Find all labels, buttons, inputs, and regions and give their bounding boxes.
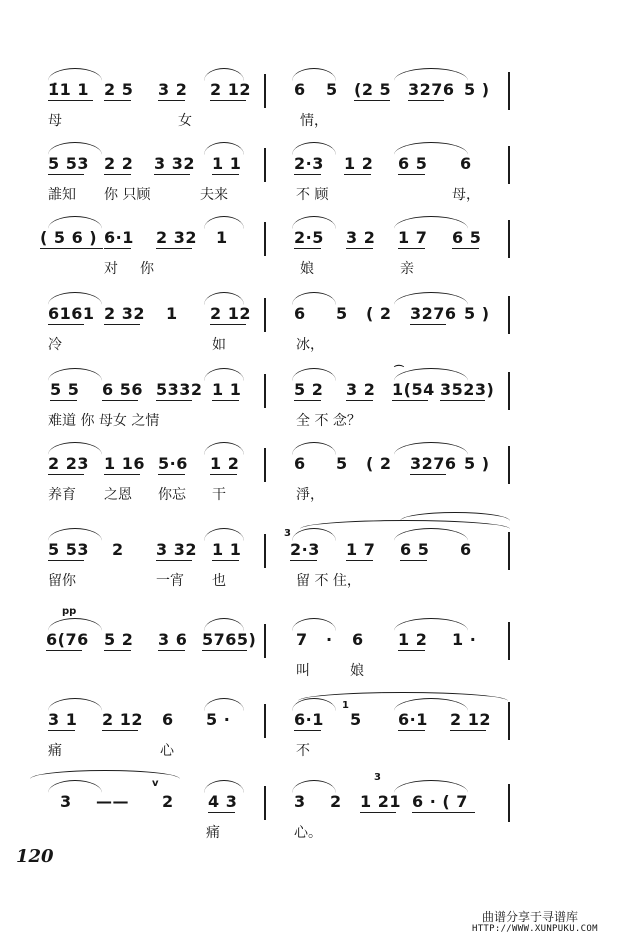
lyric-text: 如 bbox=[212, 337, 226, 353]
notation-mark: v bbox=[152, 778, 159, 789]
note-group: 5 ) bbox=[464, 80, 490, 99]
beam-line bbox=[210, 324, 246, 325]
watermark-title[interactable]: 曲谱分享于寻谱库 bbox=[482, 910, 579, 924]
beam-line bbox=[400, 560, 427, 561]
beam-line bbox=[294, 174, 321, 175]
note-group: 2 5 bbox=[104, 80, 134, 99]
lyric-text: 女 bbox=[178, 113, 192, 129]
lyric-text: 干 bbox=[212, 487, 226, 503]
notation-line bbox=[0, 628, 630, 652]
note-group: ( 5 6 ) bbox=[40, 228, 98, 247]
notation-mark: 1 bbox=[342, 700, 349, 711]
beam-line bbox=[290, 560, 317, 561]
lyric-text: 娘 bbox=[350, 663, 364, 679]
beam-line bbox=[398, 248, 425, 249]
beam-line bbox=[346, 400, 373, 401]
note-group: 3 32 bbox=[156, 540, 197, 559]
note-group: 3 2 bbox=[158, 80, 188, 99]
note-group: 2 bbox=[162, 792, 174, 811]
lyric-text: 心。 bbox=[294, 825, 322, 841]
beam-line bbox=[48, 174, 84, 175]
beam-line bbox=[202, 650, 247, 651]
beam-line bbox=[360, 812, 396, 813]
lyric-text: 情， bbox=[300, 113, 328, 129]
bar-line bbox=[508, 220, 510, 258]
note-group: 5 bbox=[336, 304, 348, 323]
bar-line bbox=[264, 786, 266, 820]
beam-line bbox=[440, 400, 485, 401]
note-group: 6 bbox=[294, 304, 306, 323]
slur-mark bbox=[292, 68, 336, 81]
lyric-text: 娘 bbox=[300, 261, 314, 277]
note-group: 2·3 bbox=[294, 154, 324, 173]
watermark-url[interactable]: HTTP://WWW.XUNPUKU.COM bbox=[472, 924, 598, 934]
lyric-text: 一宵 bbox=[156, 573, 184, 589]
note-group: 2 32 bbox=[156, 228, 197, 247]
note-group: 6·1 bbox=[104, 228, 134, 247]
beam-line bbox=[156, 248, 192, 249]
note-group: 5 ) bbox=[464, 454, 490, 473]
beam-line bbox=[104, 174, 131, 175]
note-group: 5765) bbox=[202, 630, 257, 649]
lyric-text: 冰， bbox=[296, 337, 324, 353]
bar-line bbox=[264, 374, 266, 408]
beam-line bbox=[294, 400, 321, 401]
note-group: 2 12 bbox=[102, 710, 143, 729]
beam-line bbox=[210, 100, 246, 101]
bar-line bbox=[508, 784, 510, 822]
lyric-text: 你忘 bbox=[158, 487, 186, 503]
beam-line bbox=[398, 174, 425, 175]
beam-line bbox=[48, 324, 84, 325]
notation-line bbox=[0, 226, 630, 250]
notation-mark: 3 bbox=[374, 772, 381, 783]
note-group: (2 5 bbox=[354, 80, 392, 99]
note-group: 6 · ( 7 bbox=[412, 792, 468, 811]
note-group: 1 1 bbox=[212, 540, 242, 559]
note-group: 5 bbox=[326, 80, 338, 99]
slur-mark bbox=[292, 618, 336, 631]
lyric-text: 心 bbox=[160, 743, 174, 759]
note-group: 2 12 bbox=[210, 80, 251, 99]
note-group: 1 · bbox=[452, 630, 477, 649]
bar-line bbox=[508, 146, 510, 184]
beam-line bbox=[410, 324, 446, 325]
lyric-text: 留你 bbox=[48, 573, 76, 589]
slur-mark bbox=[394, 68, 468, 81]
note-group: 6·1 bbox=[294, 710, 324, 729]
note-group: 1 16 bbox=[104, 454, 145, 473]
beam-line bbox=[156, 560, 192, 561]
note-group: 7 bbox=[296, 630, 308, 649]
beam-line bbox=[294, 730, 321, 731]
lyric-text: 对 bbox=[104, 261, 118, 277]
note-group: 5 bbox=[350, 710, 362, 729]
note-group: 6 bbox=[460, 540, 472, 559]
lyric-text: 夫来 bbox=[200, 187, 228, 203]
beam-line bbox=[104, 248, 131, 249]
note-group: 3 2 bbox=[346, 228, 376, 247]
beam-line bbox=[398, 730, 425, 731]
note-group: 1 2 bbox=[344, 154, 374, 173]
bar-line bbox=[508, 72, 510, 110]
lyric-text: 亲 bbox=[400, 261, 414, 277]
note-group: 2·3 bbox=[290, 540, 320, 559]
lyric-text: 留 不 住， bbox=[296, 573, 361, 589]
beam-line bbox=[102, 730, 138, 731]
note-group: 3 bbox=[60, 792, 72, 811]
note-group: 6 bbox=[352, 630, 364, 649]
bar-line bbox=[264, 534, 266, 568]
slur-mark bbox=[48, 68, 102, 81]
note-group: 5 2 bbox=[104, 630, 134, 649]
note-group: 5 · bbox=[206, 710, 231, 729]
note-group: 3523) bbox=[440, 380, 495, 399]
note-group: 1 7 bbox=[398, 228, 428, 247]
lyric-text: 不 bbox=[296, 743, 310, 759]
note-group: 2 bbox=[112, 540, 124, 559]
lyric-text: 不 顾 bbox=[296, 187, 329, 203]
notation-line bbox=[0, 302, 630, 326]
note-group: 2 12 bbox=[450, 710, 491, 729]
bar-line bbox=[508, 622, 510, 660]
note-group: 3 bbox=[294, 792, 306, 811]
beam-line bbox=[156, 400, 192, 401]
note-group: 1 2 bbox=[398, 630, 428, 649]
note-group: 6 bbox=[460, 154, 472, 173]
beam-line bbox=[48, 474, 84, 475]
lyric-text: 难道 你 母女 之情 bbox=[48, 413, 160, 429]
lyric-text: 淨， bbox=[296, 487, 324, 503]
note-group: 1 7 bbox=[346, 540, 376, 559]
bar-line bbox=[508, 296, 510, 334]
notation-line bbox=[0, 538, 630, 562]
lyric-text: 养育 bbox=[48, 487, 76, 503]
beam-line bbox=[158, 650, 185, 651]
beam-line bbox=[344, 174, 371, 175]
lyric-text: 你 bbox=[140, 261, 154, 277]
beam-line bbox=[408, 100, 444, 101]
notation-line bbox=[0, 152, 630, 176]
beam-line bbox=[398, 650, 425, 651]
beam-line bbox=[212, 400, 239, 401]
beam-line bbox=[346, 560, 373, 561]
note-group: 5 ) bbox=[464, 304, 490, 323]
bar-line bbox=[264, 448, 266, 482]
bar-line bbox=[264, 222, 266, 256]
note-group: 2 32 bbox=[104, 304, 145, 323]
bar-line bbox=[508, 446, 510, 484]
note-group: ( 2 bbox=[366, 304, 392, 323]
note-group: 5 2 bbox=[294, 380, 324, 399]
notation-line bbox=[0, 708, 630, 732]
note-group: 3276 bbox=[410, 304, 457, 323]
note-group: 5 53 bbox=[48, 154, 89, 173]
note-group: 1 21 bbox=[360, 792, 401, 811]
note-group: 1 1 bbox=[212, 380, 242, 399]
bar-line bbox=[508, 702, 510, 740]
beam-line bbox=[46, 650, 82, 651]
notation-line bbox=[0, 78, 630, 102]
beam-line bbox=[294, 248, 321, 249]
page-number: 120 bbox=[16, 846, 54, 867]
note-group: 6(76 bbox=[46, 630, 89, 649]
note-group: 3 1 bbox=[48, 710, 78, 729]
notation-line bbox=[0, 378, 630, 402]
notation-mark: 3 bbox=[284, 528, 291, 539]
beam-line bbox=[212, 560, 239, 561]
note-group: 5 5 bbox=[50, 380, 80, 399]
beam-line bbox=[452, 248, 479, 249]
note-group: 5 bbox=[336, 454, 348, 473]
slur-mark bbox=[48, 618, 102, 631]
beam-line bbox=[40, 248, 103, 249]
note-group: 6·1 bbox=[398, 710, 428, 729]
lyric-text: 母 bbox=[48, 113, 62, 129]
note-group: ( 2 bbox=[366, 454, 392, 473]
note-group: 3276 bbox=[408, 80, 455, 99]
score-row bbox=[0, 538, 630, 618]
notation-mark: ⌒ bbox=[394, 366, 404, 377]
beam-line bbox=[48, 100, 93, 101]
note-group: 6 bbox=[162, 710, 174, 729]
beam-line bbox=[212, 174, 239, 175]
note-group: 5 53 bbox=[48, 540, 89, 559]
notation-line bbox=[0, 790, 630, 814]
note-group: 6 5 bbox=[400, 540, 430, 559]
beam-line bbox=[50, 400, 77, 401]
note-group: 1 2 bbox=[210, 454, 240, 473]
beam-line bbox=[410, 474, 446, 475]
lyric-text: 之恩 bbox=[104, 487, 132, 503]
slur-mark bbox=[204, 618, 244, 631]
notation-mark: pp bbox=[62, 606, 77, 617]
lyric-text: 也 bbox=[212, 573, 226, 589]
beam-line bbox=[210, 474, 237, 475]
note-group: 4 3 bbox=[208, 792, 238, 811]
note-group: 1 bbox=[216, 228, 228, 247]
note-group: 3276 bbox=[410, 454, 457, 473]
beam-line bbox=[158, 474, 185, 475]
lyric-text: 痛 bbox=[206, 825, 220, 841]
lyric-text: 痛 bbox=[48, 743, 62, 759]
note-group: 2 2 bbox=[104, 154, 134, 173]
beam-line bbox=[354, 100, 390, 101]
beam-line bbox=[48, 730, 75, 731]
note-group: 6 56 bbox=[102, 380, 143, 399]
beam-line bbox=[104, 100, 131, 101]
bar-line bbox=[508, 372, 510, 410]
lyric-text: 叫 bbox=[296, 663, 310, 679]
note-group: 6 bbox=[294, 80, 306, 99]
slur-mark bbox=[394, 618, 468, 631]
note-group: 6 bbox=[294, 454, 306, 473]
note-group: 3 2 bbox=[346, 380, 376, 399]
note-group: 1(54 bbox=[392, 380, 435, 399]
note-group: —— bbox=[96, 792, 129, 811]
note-group: 2·5 bbox=[294, 228, 324, 247]
notation-line bbox=[0, 452, 630, 476]
note-group: 6 5 bbox=[398, 154, 428, 173]
beam-line bbox=[48, 560, 84, 561]
note-group: 3 6 bbox=[158, 630, 188, 649]
beam-line bbox=[392, 400, 428, 401]
lyric-text: 母， bbox=[452, 187, 480, 203]
lyric-text: 冷 bbox=[48, 337, 62, 353]
score-row bbox=[0, 452, 630, 532]
note-group: 1 1 bbox=[212, 154, 242, 173]
beam-line bbox=[412, 812, 475, 813]
score-row bbox=[0, 790, 630, 870]
note-group: 2 23 bbox=[48, 454, 89, 473]
beam-line bbox=[208, 812, 235, 813]
beam-line bbox=[158, 100, 185, 101]
note-group: 1̇1 1 bbox=[48, 80, 89, 99]
lyric-text: 你 只顾 bbox=[104, 187, 151, 203]
bar-line bbox=[508, 532, 510, 570]
note-group: 2 bbox=[330, 792, 342, 811]
beam-line bbox=[102, 400, 138, 401]
bar-line bbox=[264, 704, 266, 738]
beam-line bbox=[104, 650, 131, 651]
beam-line bbox=[346, 248, 373, 249]
slur-mark bbox=[204, 68, 244, 81]
note-group: 1 bbox=[166, 304, 178, 323]
note-group: 6161 bbox=[48, 304, 95, 323]
note-group: 5332 bbox=[156, 380, 203, 399]
bar-line bbox=[264, 624, 266, 658]
lyric-text: 全 不 念？ bbox=[296, 413, 361, 429]
beam-line bbox=[104, 324, 140, 325]
note-group: 6 5 bbox=[452, 228, 482, 247]
bar-line bbox=[264, 298, 266, 332]
note-group: · bbox=[326, 630, 333, 649]
bar-line bbox=[264, 74, 266, 108]
note-group: 2 12 bbox=[210, 304, 251, 323]
beam-line bbox=[450, 730, 486, 731]
note-group: 5·6 bbox=[158, 454, 188, 473]
bar-line bbox=[264, 148, 266, 182]
note-group: 3 32 bbox=[154, 154, 195, 173]
beam-line bbox=[154, 174, 190, 175]
beam-line bbox=[104, 474, 140, 475]
lyric-text: 誰知 bbox=[48, 187, 76, 203]
